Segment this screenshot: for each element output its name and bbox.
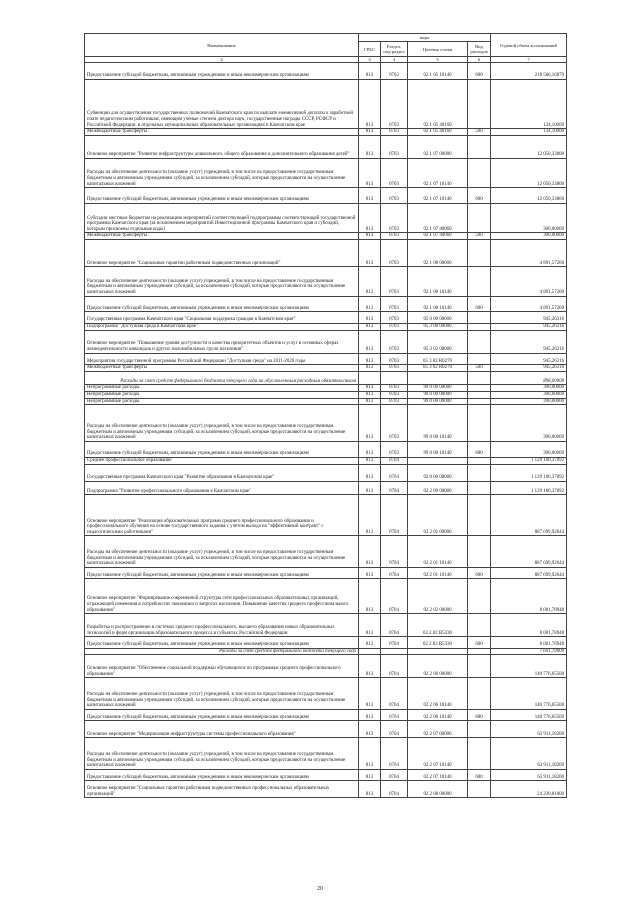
row-target: 02 2 07 10140: [408, 769, 468, 781]
row-amount: 300,00000: [491, 203, 567, 232]
row-amount: 12 050,33800: [491, 158, 567, 187]
row-target: 02 1 07 10140: [408, 188, 468, 204]
row-name: Предоставление субсидий бюджетным, автономным учреждениям и иным некоммерческим организациям: [85, 769, 359, 781]
row-section: 0703: [381, 135, 408, 158]
row-target: 99 0 00 10140: [408, 405, 468, 442]
table-row: [85, 239, 567, 266]
row-amount: 7 601,70000: [491, 648, 567, 655]
row-section: [381, 371, 408, 385]
row-target: 99 0 00 00000: [408, 398, 468, 405]
row-vr: [468, 481, 491, 495]
row-vr: [468, 392, 491, 399]
table-row: [85, 536, 567, 568]
table-row: [85, 769, 567, 781]
row-amount: 945,26316: [491, 323, 567, 330]
index-cell: 3: [359, 57, 381, 63]
row-section: 0704: [381, 495, 408, 536]
page-number: 20: [317, 886, 323, 892]
row-section: 0703: [381, 239, 408, 266]
table-row: [85, 614, 567, 637]
row-name: Государственная программа Камчатского края "Развитие образования в Камчатском крае": [85, 465, 359, 482]
row-section: 0704: [381, 655, 408, 678]
row-name: Предоставление субсидий бюджетным, автономным учреждениям и иным некоммерческим организациям: [85, 567, 359, 579]
table-row: [85, 233, 567, 240]
row-target: 02 1 05 10140: [408, 63, 468, 80]
header-codes: коды: [359, 34, 491, 42]
index-cell: 2: [85, 57, 359, 63]
row-grbs: 813: [359, 465, 381, 482]
table-row: [85, 79, 567, 128]
row-target: 02 2 01 10140: [408, 536, 468, 568]
table-row: [85, 63, 567, 80]
row-amount: 8 001,78948: [491, 579, 567, 614]
table-row: [85, 405, 567, 442]
row-grbs: [359, 648, 381, 655]
row-vr: 600: [468, 63, 491, 80]
table-row: [85, 385, 567, 392]
row-name: Непрограммные расходы: [85, 398, 359, 405]
row-grbs: 813: [359, 267, 381, 296]
row-vr: 600: [468, 188, 491, 204]
index-cell: 5: [408, 57, 468, 63]
row-grbs: 813: [359, 158, 381, 187]
row-grbs: 813: [359, 233, 381, 240]
row-section: 0704: [381, 481, 408, 495]
row-vr: [468, 135, 491, 158]
row-name: Государственная программа Камчатского края "Социальная поддержка граждан в Камчатском крае": [85, 312, 359, 324]
row-amount: 8 001,78948: [491, 637, 567, 649]
row-amount: 390,00000: [491, 392, 567, 399]
row-grbs: 813: [359, 385, 381, 392]
table-row: [85, 721, 567, 738]
row-target: 02 2 07 10140: [408, 738, 468, 770]
row-name: Предоставление субсидий бюджетным, автономным учреждениям и иным некоммерческим организациям: [85, 441, 359, 457]
row-name: Предоставление субсидий бюджетным, автономным учреждениям и иным некоммерческим организациям: [85, 296, 359, 312]
row-section: 0703: [381, 188, 408, 204]
row-target: 02 2 02 R5330: [408, 614, 468, 637]
table-row: [85, 129, 567, 136]
row-name: Мероприятия государственной программы Российской Федерации "Доступная среда" на 2011-2020 годы: [85, 353, 359, 365]
row-amount: 898,00000: [491, 371, 567, 385]
index-cell: 4: [381, 57, 408, 63]
row-amount: 300,00000: [491, 233, 567, 240]
row-section: 0703: [381, 385, 408, 392]
row-amount: 4 891,57200: [491, 239, 567, 266]
row-name: Среднее профессиональное образование: [85, 457, 359, 464]
row-vr: 600: [468, 769, 491, 781]
row-target: 02 2 01 10140: [408, 567, 468, 579]
table-row: [85, 709, 567, 721]
row-target: 02 1 05 40160: [408, 129, 468, 136]
row-name: Субсидии местным бюджетам на реализацию мероприятий соответствующей подпрограммы соответствующей государственной программы Камчатского края (за исключением мероприятий Инвестиционной программы Камчатского края и субсидий, которым присвоены отдельные коды): [85, 203, 359, 232]
row-target: 99 0 00 00000: [408, 385, 468, 392]
row-vr: [468, 203, 491, 232]
row-section: 0703: [381, 79, 408, 128]
row-name: Основное мероприятие "Обеспечение социальной поддержки обучающихся по программам среднего профессионального образования": [85, 655, 359, 678]
row-target: [408, 371, 468, 385]
row-target: 02 1 07 10140: [408, 158, 468, 187]
table-row: [85, 781, 567, 798]
row-name: Основное мероприятие "Формирование современной структуры сети профессиональных образовательных организаций, отражающей изменения в потребностях экономики и запросах населения. Повышение качества среднего профессионального образования": [85, 579, 359, 614]
row-section: 0703: [381, 233, 408, 240]
row-vr: [468, 781, 491, 798]
row-grbs: 813: [359, 495, 381, 536]
table-row: [85, 648, 567, 655]
row-amount: 887 699,92644: [491, 495, 567, 536]
row-section: 0703: [381, 296, 408, 312]
row-name: Предоставление субсидий бюджетным, автономным учреждениям и иным некоммерческим организациям: [85, 709, 359, 721]
row-section: 0704: [381, 579, 408, 614]
row-name: Основное мероприятие "Социальные гарантии работникам подведомственных организаций": [85, 239, 359, 266]
row-target: [408, 648, 468, 655]
table-row: [85, 371, 567, 385]
row-name: Предоставление субсидий бюджетным, автономным учреждениям и иным некоммерческим организациям: [85, 637, 359, 649]
row-name: Расходы на обеспечение деятельности (оказание услуг) учреждений, в том числе на предоставление государственным бюджетным и автономным учреждениям субсидий, за исключением субсидий, которые предоставляются на осуществление капитальных вложений: [85, 158, 359, 187]
row-grbs: 813: [359, 79, 381, 128]
row-vr: [468, 465, 491, 482]
row-target: 05 0 00 00000: [408, 312, 468, 324]
header-target: Целевая статья: [408, 42, 468, 57]
table-row: [85, 330, 567, 353]
table-row: [85, 398, 567, 405]
row-target: 99 0 00 00000: [408, 392, 468, 399]
row-amount: 24 230,81000: [491, 781, 567, 798]
row-section: 0704: [381, 536, 408, 568]
row-name: Расходы на обеспечение деятельности (оказание услуг) учреждений, в том числе на предоставление государственным бюджетным и автономным учреждениям субсидий, за исключением субсидий, которые предоставляются на осуществление капитальных вложений: [85, 405, 359, 442]
table-row: [85, 353, 567, 365]
row-grbs: 813: [359, 678, 381, 710]
row-amount: 8 001,78948: [491, 614, 567, 637]
table-row: [85, 481, 567, 495]
row-section: 0703: [381, 129, 408, 136]
row-section: 0704: [381, 738, 408, 770]
row-name: Непрограммные расходы: [85, 392, 359, 399]
row-name: Основное мероприятие "Социальные гарантии работникам подведомственных профессиональных образовательных организаций": [85, 781, 359, 798]
row-grbs: 813: [359, 536, 381, 568]
row-vr: [468, 239, 491, 266]
row-grbs: 813: [359, 709, 381, 721]
row-section: 0704: [381, 678, 408, 710]
row-grbs: 813: [359, 567, 381, 579]
table-row: [85, 365, 567, 372]
row-vr: [468, 371, 491, 385]
row-target: 02 2 02 R5330: [408, 637, 468, 649]
table-row: [85, 158, 567, 187]
row-target: 99 0 00 10140: [408, 441, 468, 457]
table-row: [85, 441, 567, 457]
row-amount: 12 050,33800: [491, 135, 567, 158]
row-grbs: 813: [359, 392, 381, 399]
header-name: Наименование: [85, 34, 359, 57]
row-name: Основное мероприятие "Модернизация инфраструктуры системы профессионального образования": [85, 721, 359, 738]
row-target: 05 3 00 00000: [408, 323, 468, 330]
row-target: 02 2 02 00000: [408, 579, 468, 614]
row-amount: 1 129 100,37092: [491, 481, 567, 495]
row-grbs: 813: [359, 637, 381, 649]
row-grbs: 813: [359, 365, 381, 372]
row-target: 02 2 06 10140: [408, 709, 468, 721]
table-row: [85, 567, 567, 579]
row-name: Межбюджетные трансферты: [85, 233, 359, 240]
row-vr: [468, 655, 491, 678]
row-vr: [468, 79, 491, 128]
table-row: [85, 738, 567, 770]
row-name: Подпрограмма "Развитие профессионального образования в Камчатском крае": [85, 481, 359, 495]
row-vr: [468, 536, 491, 568]
header-amount: Годовой объем ассигнований: [491, 34, 567, 57]
row-vr: [468, 678, 491, 710]
row-amount: 887 699,92644: [491, 536, 567, 568]
row-section: 0703: [381, 312, 408, 324]
row-grbs: 813: [359, 614, 381, 637]
row-name: Непрограммные расходы: [85, 385, 359, 392]
row-name: Расходы за счет средств федерального бюджета текущего года по обусловленным расходным обязательствам: [85, 371, 359, 385]
row-amount: 4 891,57200: [491, 296, 567, 312]
row-name: Основное мероприятие "Реализация образовательных программ среднего профессионального образования и профессионального обучения на основе государственного задания с учетом выхода на "эффективный контракт" с педагогическими работниками": [85, 495, 359, 536]
row-name: Субвенции для осуществления государственных полномочий Камчатского края по выплате ежемесячной доплаты к заработной плате педагогическим работникам, имеющим ученые степени доктора наук, государственные награды СССР, РСФСР и Российской Федерации, в отдельных муниципальных образовательных организациях в Камчатском крае: [85, 79, 359, 128]
row-vr: [468, 353, 491, 365]
row-vr: [468, 398, 491, 405]
row-grbs: 813: [359, 312, 381, 324]
table-row: [85, 457, 567, 464]
row-amount: 1 129 100,37092: [491, 465, 567, 482]
row-section: 0704: [381, 614, 408, 637]
row-grbs: 813: [359, 296, 381, 312]
row-vr: [468, 330, 491, 353]
row-section: 0703: [381, 441, 408, 457]
budget-table-sheet: [84, 33, 566, 798]
row-name: Подпрограмма "Доступная среда в Камчатском крае": [85, 323, 359, 330]
table-row: [85, 465, 567, 482]
row-grbs: 813: [359, 769, 381, 781]
row-target: 02 1 08 10140: [408, 296, 468, 312]
row-target: 02 2 01 00000: [408, 495, 468, 536]
row-amount: 945,26316: [491, 312, 567, 324]
table-row: [85, 203, 567, 232]
table-row: [85, 579, 567, 614]
row-vr: 500: [468, 365, 491, 372]
table-row: [85, 296, 567, 312]
row-target: 02 1 08 00000: [408, 239, 468, 266]
row-name: Предоставление субсидий бюджетным, автономным учреждениям и иным некоммерческим организациям: [85, 188, 359, 204]
row-grbs: 813: [359, 323, 381, 330]
row-grbs: 813: [359, 63, 381, 80]
row-vr: 600: [468, 637, 491, 649]
table-row: [85, 495, 567, 536]
row-amount: 134,10000: [491, 79, 567, 128]
row-vr: [468, 648, 491, 655]
row-grbs: 813: [359, 781, 381, 798]
row-section: [381, 648, 408, 655]
row-name: Расходы на обеспечение деятельности (оказание услуг) учреждений, в том числе на предоставление государственным бюджетным и автономным учреждениям субсидий, за исключением субсидий, которые предоставляются на осуществление капитальных вложений: [85, 678, 359, 710]
row-amount: 63 911,18200: [491, 721, 567, 738]
row-amount: 390,00000: [491, 398, 567, 405]
row-grbs: 813: [359, 481, 381, 495]
row-vr: [468, 614, 491, 637]
header-vr: Вид расходов: [468, 42, 491, 57]
row-section: 0703: [381, 267, 408, 296]
row-vr: [468, 738, 491, 770]
row-vr: [468, 457, 491, 464]
row-target: 02 2 08 00000: [408, 781, 468, 798]
row-target: 02 1 07 40060: [408, 203, 468, 232]
row-vr: 500: [468, 129, 491, 136]
table-row: [85, 655, 567, 678]
table-row: [85, 135, 567, 158]
row-amount: 140 776,65500: [491, 678, 567, 710]
row-target: 05 3 02 R0270: [408, 353, 468, 365]
row-target: 02 1 07 40060: [408, 233, 468, 240]
row-vr: 600: [468, 296, 491, 312]
row-name: Межбюджетные трансферты: [85, 365, 359, 372]
index-cell: 6: [468, 57, 491, 63]
row-amount: 63 911,18200: [491, 738, 567, 770]
row-section: 0704: [381, 781, 408, 798]
row-amount: 134,10000: [491, 129, 567, 136]
row-target: 02 1 05 40160: [408, 79, 468, 128]
row-section: 0703: [381, 405, 408, 442]
row-vr: [468, 312, 491, 324]
row-amount: 945,26316: [491, 365, 567, 372]
row-grbs: 813: [359, 738, 381, 770]
row-name: Расходы на обеспечение деятельности (оказание услуг) учреждений, в том числе на предоставление государственным бюджетным и автономным учреждениям субсидий, за исключением субсидий, которые предоставляются на осуществление капитальных вложений: [85, 738, 359, 770]
row-name: Основное мероприятие "Развитие инфраструктуры дошкольного, общего образования и дополнительного образования детей": [85, 135, 359, 158]
row-target: 02 0 00 00000: [408, 465, 468, 482]
row-section: 0703: [381, 330, 408, 353]
row-grbs: 813: [359, 188, 381, 204]
row-grbs: 813: [359, 239, 381, 266]
row-section: 0703: [381, 323, 408, 330]
row-vr: [468, 267, 491, 296]
row-target: 05 3 02 00000: [408, 330, 468, 353]
row-section: 0703: [381, 353, 408, 365]
row-amount: 218 566,16879: [491, 63, 567, 80]
row-vr: [468, 323, 491, 330]
row-name: Расходы на обеспечение деятельности (оказание услуг) учреждений, в том числе на предоставление государственным бюджетным и автономным учреждениям субсидий, за исключением субсидий, которые предоставляются на осуществление капитальных вложений: [85, 536, 359, 568]
row-grbs: [359, 371, 381, 385]
row-grbs: 813: [359, 405, 381, 442]
row-amount: 390,00000: [491, 405, 567, 442]
row-section: 0704: [381, 637, 408, 649]
row-target: 02 2 06 00000: [408, 655, 468, 678]
table-row: [85, 392, 567, 399]
index-cell: 7: [491, 57, 567, 63]
row-amount: 4 891,57200: [491, 267, 567, 296]
row-vr: 600: [468, 441, 491, 457]
row-amount: 390,00000: [491, 441, 567, 457]
row-grbs: 813: [359, 579, 381, 614]
row-grbs: 813: [359, 457, 381, 464]
row-name: Основное мероприятие "Повышение уровня доступности и качества приоритетных объектов и услуг в основных сферах жизнедеятельности инвалидов и других маломобильных групп населения": [85, 330, 359, 353]
row-target: 02 2 00 00000: [408, 481, 468, 495]
row-grbs: 813: [359, 330, 381, 353]
row-amount: 945,26316: [491, 353, 567, 365]
table-row: [85, 267, 567, 296]
row-section: 0703: [381, 158, 408, 187]
row-section: 0703: [381, 203, 408, 232]
row-grbs: 813: [359, 721, 381, 738]
row-section: 0704: [381, 457, 408, 464]
row-section: 0704: [381, 721, 408, 738]
header-section: Раздел, под-раздел: [381, 42, 408, 57]
row-section: 0704: [381, 769, 408, 781]
table-row: [85, 323, 567, 330]
row-target: 02 2 07 00000: [408, 721, 468, 738]
row-target: 05 3 02 R0270: [408, 365, 468, 372]
row-grbs: 813: [359, 398, 381, 405]
budget-table: [84, 33, 567, 798]
row-amount: 1 129 100,37092: [491, 457, 567, 464]
table-row: [85, 637, 567, 649]
row-vr: [468, 721, 491, 738]
row-vr: 500: [468, 233, 491, 240]
row-grbs: 813: [359, 135, 381, 158]
row-section: 0703: [381, 365, 408, 372]
row-vr: [468, 495, 491, 536]
row-target: 02 2 06 10140: [408, 678, 468, 710]
row-target: [408, 457, 468, 464]
row-section: 0704: [381, 465, 408, 482]
table-row: [85, 312, 567, 324]
row-name: Расходы на обеспечение деятельности (оказание услуг) учреждений, в том числе на предоставление государственным бюджетным и автономным учреждениям субсидий, за исключением субсидий, которые предоставляются на осуществление капитальных вложений: [85, 267, 359, 296]
row-name: Межбюджетные трансферты: [85, 129, 359, 136]
row-grbs: 813: [359, 129, 381, 136]
row-section: 0703: [381, 392, 408, 399]
row-target: 02 1 08 10140: [408, 267, 468, 296]
row-vr: [468, 579, 491, 614]
row-amount: 140 776,65500: [491, 655, 567, 678]
row-grbs: 813: [359, 203, 381, 232]
row-section: 0704: [381, 709, 408, 721]
row-grbs: 813: [359, 353, 381, 365]
row-amount: 140 776,65500: [491, 709, 567, 721]
row-name: Расходы за счет средств федерального бюджета текущего года: [85, 648, 359, 655]
row-amount: 63 911,18200: [491, 769, 567, 781]
row-target: 02 1 07 00000: [408, 135, 468, 158]
row-vr: 600: [468, 567, 491, 579]
row-vr: [468, 405, 491, 442]
table-row: [85, 188, 567, 204]
row-vr: [468, 158, 491, 187]
row-amount: 945,26316: [491, 330, 567, 353]
table-row: [85, 678, 567, 710]
row-vr: [468, 385, 491, 392]
row-amount: 12 050,33800: [491, 188, 567, 204]
row-vr: 600: [468, 709, 491, 721]
row-grbs: 813: [359, 441, 381, 457]
row-grbs: 813: [359, 655, 381, 678]
row-section: 0704: [381, 567, 408, 579]
row-name: Предоставление субсидий бюджетным, автономным учреждениям и иным некоммерческим организациям: [85, 63, 359, 80]
row-section: 0703: [381, 63, 408, 80]
row-section: 0703: [381, 398, 408, 405]
row-name: Разработка и распространение в системах среднего профессионального, высшего образования новых образовательных технологий и форм организации образовательного процесса в субъектах Российской Федерации: [85, 614, 359, 637]
header-grbs: ГРБС: [359, 42, 381, 57]
row-amount: 390,00000: [491, 385, 567, 392]
row-amount: 887 699,92644: [491, 567, 567, 579]
